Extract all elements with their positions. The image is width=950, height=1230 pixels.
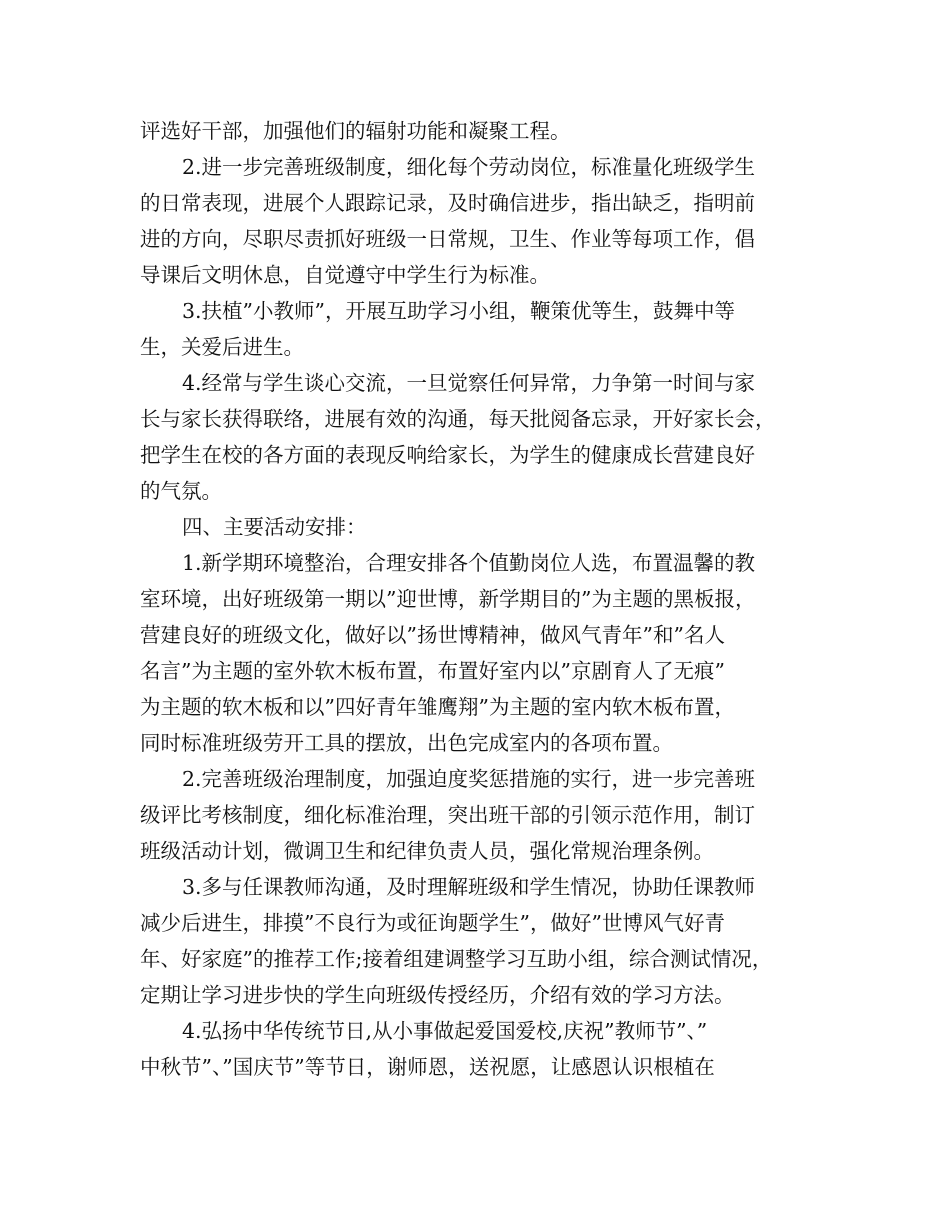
text-line: 4.经常与学生谈心交流，一旦觉察任何异常，力争第一时间与家	[182, 371, 756, 395]
text-line: 中秋节”、”国庆节”等节日，谢师恩，送祝愿，让感恩认识根植在	[140, 1055, 715, 1079]
text-line: 3.扶植”小教师”，开展互助学习小组，鞭策优等生，鼓舞中等	[182, 299, 736, 323]
text-line: 年、好家庭”的推荐工作;接着组建调整学习互助小组，综合测试情况，	[140, 947, 773, 971]
text-line: 减少后进生，排摸”不良行为或征询题学生”，做好”世博风气好青	[140, 911, 725, 935]
text-line: 长与家长获得联络，进展有效的沟通，每天批阅备忘录，开好家长会，	[140, 407, 776, 431]
text-line: 2.进一步完善班级制度，细化每个劳动岗位，标准量化班级学生	[182, 155, 756, 179]
text-line: 室环境，出好班级第一期以”迎世博，新学期目的”为主题的黑板报，	[140, 587, 756, 611]
text-line: 导课后文明休息，自觉遵守中学生行为标准。	[140, 263, 550, 287]
text-line: 级评比考核制度，细化标准治理，突出班干部的引领示范作用，制订	[140, 803, 755, 827]
text-line: 生，关爱后进生。	[140, 335, 304, 359]
section-heading: 四、主要活动安排：	[182, 515, 367, 539]
text-line: 2.完善班级治理制度，加强迫度奖惩措施的实行，进一步完善班	[182, 767, 756, 791]
text-line: 营建良好的班级文化，做好以”扬世博精神，做风气青年”和”名人	[140, 623, 725, 647]
text-line: 的日常表现，进展个人跟踪记录，及时确信进步，指出缺乏，指明前	[140, 191, 755, 215]
text-line: 3.多与任课教师沟通，及时理解班级和学生情况，协助任课教师	[182, 875, 756, 899]
text-line: 进的方向，尽职尽责抓好班级一日常规，卫生、作业等每项工作，倡	[140, 227, 755, 251]
text-line: 的气氛。	[140, 479, 222, 503]
text-line: 定期让学习进步快的学生向班级传授经历，介绍有效的学习方法。	[140, 983, 735, 1007]
text-line: 为主题的软木板和以”四好青年雏鹰翔”为主题的室内软木板布置，	[140, 695, 735, 719]
text-line: 同时标准班级劳开工具的摆放，出色完成室内的各项布置。	[140, 731, 673, 755]
text-line: 名言”为主题的室外软木板布置，布置好室内以”京剧育人了无痕”	[140, 659, 725, 683]
text-line: 评选好干部，加强他们的辐射功能和凝聚工程。	[140, 119, 571, 143]
text-line: 把学生在校的各方面的表现反响给家长，为学生的健康成长营建良好	[140, 443, 755, 467]
text-line: 1.新学期环境整治，合理安排各个值勤岗位人选，布置温馨的教	[182, 551, 756, 575]
text-line: 班级活动计划，微调卫生和纪律负责人员，强化常规治理条例。	[140, 839, 714, 863]
text-line: 4.弘扬中华传统节日,从小事做起爱国爱校,庆祝”教师节”、”	[182, 1019, 708, 1043]
